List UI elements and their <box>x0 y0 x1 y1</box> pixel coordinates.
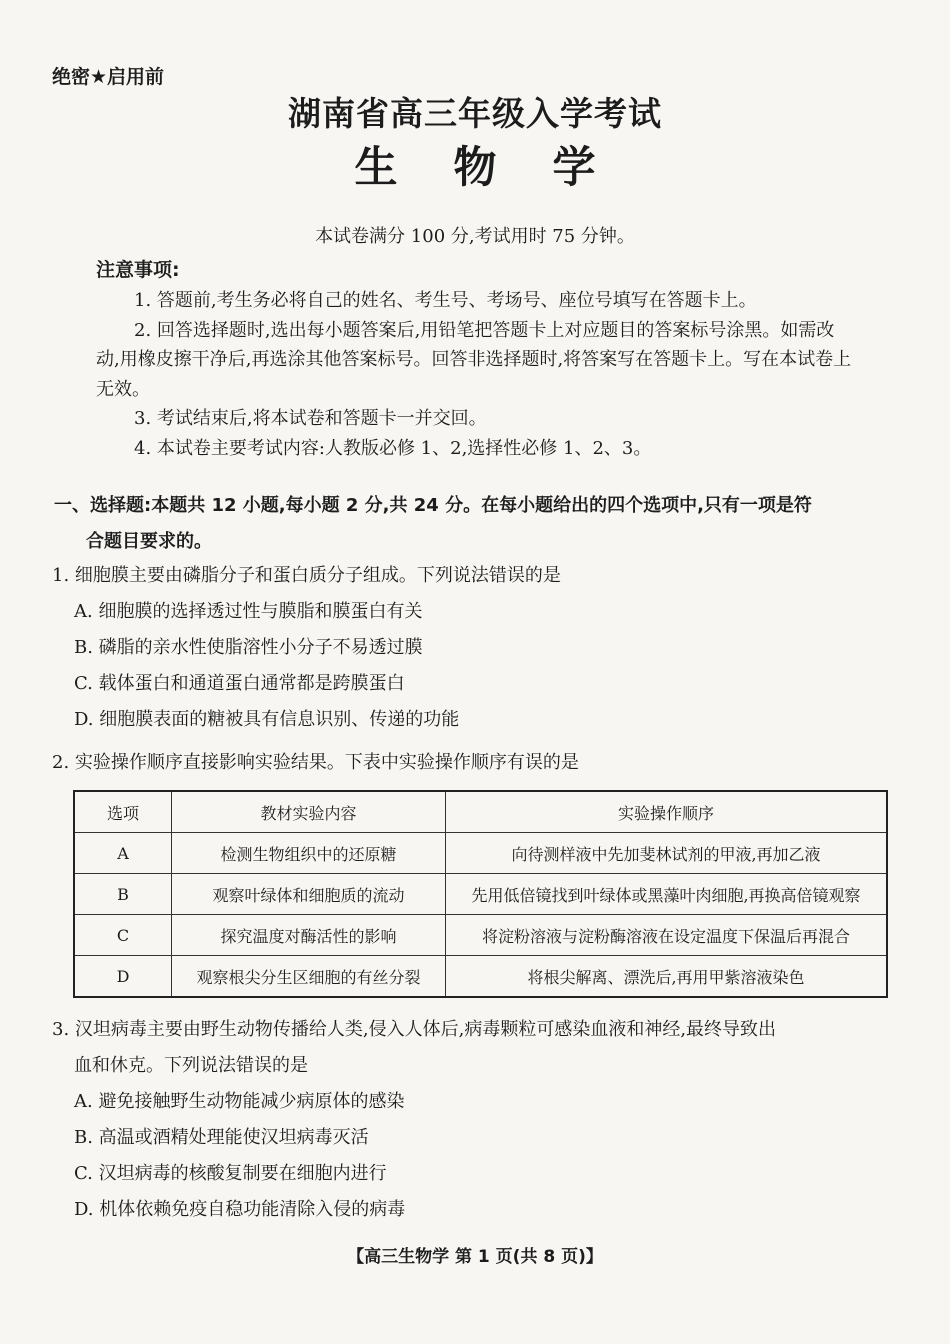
table-row <box>74 833 887 874</box>
table-header: 选项 <box>74 791 172 833</box>
table-cell: 先用低倍镜找到叶绿体或黑藻叶肉细胞,再换高倍镜观察 <box>446 874 888 915</box>
subject-title: 生物学 <box>354 143 652 193</box>
table-row <box>74 874 887 915</box>
notice-item: 3. 考试结束后,将本试卷和答题卡一并交回。 <box>134 408 487 429</box>
table-cell: 观察叶绿体和细胞质的流动 <box>172 874 446 915</box>
exam-title: 湖南省高三年级入学考试 <box>288 94 662 133</box>
option-b: B. 高温或酒精处理能使汉坦病毒灭活 <box>74 1127 369 1148</box>
question-2 <box>52 745 902 781</box>
table-cell: C <box>74 915 172 956</box>
table-cell: B <box>74 874 172 915</box>
experiment-table <box>73 790 888 998</box>
question-1 <box>52 558 902 738</box>
section-heading-line1: 一、选择题:本题共 12 小题,每小题 2 分,共 24 分。在每小题给出的四个选项中,只有一项是符 <box>54 495 812 516</box>
notice-item: 2. 回答选择题时,选出每小题答案后,用铅笔把答题卡上对应题目的答案标号涂黑。如需改动,用橡皮擦干净后,再选涂其他答案标号。回答非选择题时,将答案写在答题卡上。写在本试卷上无效。 <box>96 319 852 400</box>
question-stem: 2. 实验操作顺序直接影响实验结果。下表中实验操作顺序有误的是 <box>52 752 579 773</box>
option-c: C. 汉坦病毒的核酸复制要在细胞内进行 <box>74 1163 387 1184</box>
table-cell: 探究温度对酶活性的影响 <box>172 915 446 956</box>
question-stem: 1. 细胞膜主要由磷脂分子和蛋白质分子组成。下列说法错误的是 <box>52 565 561 586</box>
option-a: A. 细胞膜的选择透过性与膜脂和膜蛋白有关 <box>74 601 423 622</box>
notice-item: 4. 本试卷主要考试内容:人教版必修 1、2,选择性必修 1、2、3。 <box>134 437 652 459</box>
table-cell: 将根尖解离、漂洗后,再用甲紫溶液染色 <box>446 956 888 998</box>
table-cell: 检测生物组织中的还原糖 <box>172 833 446 874</box>
question-3 <box>52 1012 902 1228</box>
notice-heading: 注意事项: <box>96 259 180 281</box>
option-c: C. 载体蛋白和通道蛋白通常都是跨膜蛋白 <box>74 673 405 694</box>
table-header-row <box>74 791 887 833</box>
table-cell: 将淀粉溶液与淀粉酶溶液在设定温度下保温后再混合 <box>446 915 888 956</box>
question-stem: 3. 汉坦病毒主要由野生动物传播给人类,侵入人体后,病毒颗粒可感染血液和神经,最终导致出 <box>52 1019 777 1040</box>
question-stem-continued: 血和休克。下列说法错误的是 <box>74 1055 308 1076</box>
option-b: B. 磷脂的亲水性使脂溶性小分子不易透过膜 <box>74 637 423 658</box>
section-heading-line2: 合题目要求的。 <box>86 531 212 552</box>
notice-item: 1. 答题前,考生务必将自己的姓名、考生号、考场号、座位号填写在答题卡上。 <box>134 290 757 311</box>
table-cell: D <box>74 956 172 998</box>
table-header: 实验操作顺序 <box>446 791 888 833</box>
table-row <box>74 915 887 956</box>
section-heading <box>54 488 894 560</box>
table-header: 教材实验内容 <box>172 791 446 833</box>
exam-info: 本试卷满分 100 分,考试用时 75 分钟。 <box>315 226 635 247</box>
table-cell: 观察根尖分生区细胞的有丝分裂 <box>172 956 446 998</box>
page-footer: 【高三生物学 第 1 页(共 8 页)】 <box>347 1247 603 1267</box>
table-row <box>74 956 887 998</box>
table-cell: A <box>74 833 172 874</box>
notice-list <box>96 286 856 463</box>
option-a: A. 避免接触野生动物能减少病原体的感染 <box>74 1091 405 1112</box>
confidential-label: 绝密★启用前 <box>52 66 165 88</box>
option-d: D. 机体依赖免疫自稳功能清除入侵的病毒 <box>74 1199 406 1220</box>
table-cell: 向待测样液中先加斐林试剂的甲液,再加乙液 <box>446 833 888 874</box>
option-d: D. 细胞膜表面的糖被具有信息识别、传递的功能 <box>74 709 460 730</box>
